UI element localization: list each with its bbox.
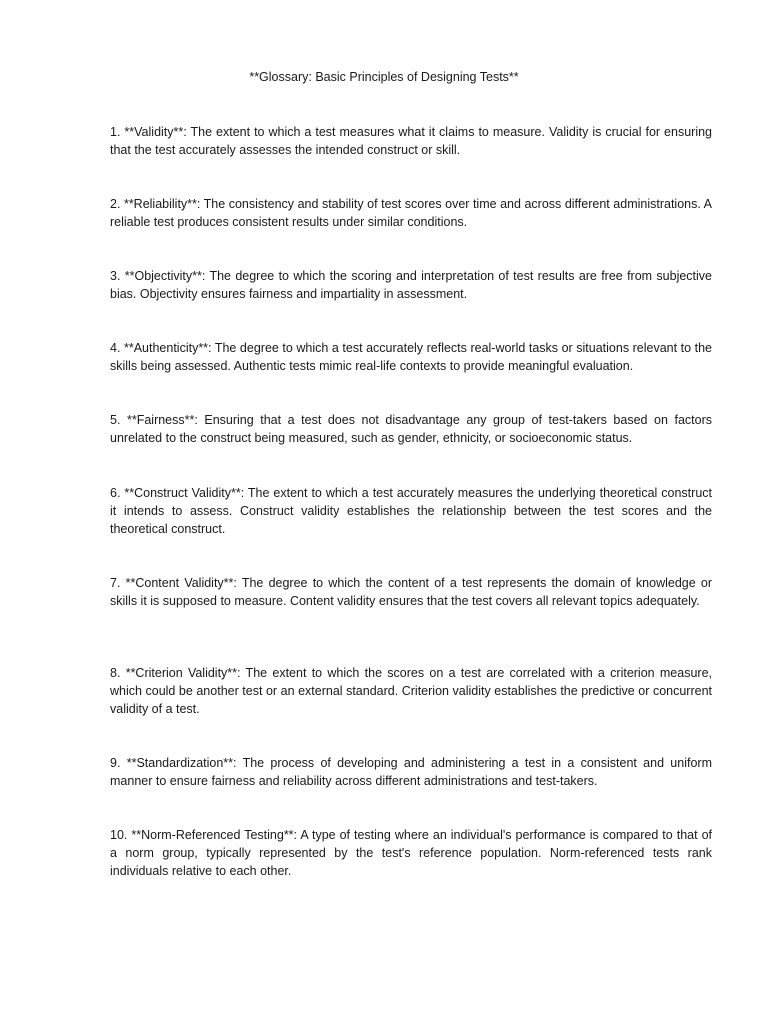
glossary-entry-content-validity: 7. **Content Validity**: The degree to which the content of a test represents the domain of knowledge or skills it is supposed to measure. Content validity ensures that the test covers all relevant topics adequately. — [110, 576, 712, 608]
glossary-entry-objectivity: 3. **Objectivity**: The degree to which the scoring and interpretation of test results are free from subjective bias. Objectivity ensures fairness and impartiality in assessment. — [110, 269, 712, 301]
glossary-entry-norm-referenced-testing: 10. **Norm-Referenced Testing**: A type of testing where an individual's performance is compared to that of a norm group, typically represented by the test's reference population. Norm-referenced tests rank individuals relative to each other. — [110, 828, 712, 878]
glossary-entry-validity: 1. **Validity**: The extent to which a test measures what it claims to measure. Validity is crucial for ensuring that the test accurately assesses the intended construct or skill. — [110, 125, 712, 157]
document-title: **Glossary: Basic Principles of Designing Tests** — [249, 70, 519, 84]
glossary-entry-fairness: 5. **Fairness**: Ensuring that a test does not disadvantage any group of test-takers based on factors unrelated to the construct being measured, such as gender, ethnicity, or socioeconomic status. — [110, 413, 712, 445]
glossary-entry-construct-validity: 6. **Construct Validity**: The extent to which a test accurately measures the underlying theoretical construct it intends to assess. Construct validity establishes the relationship between the test scores and the theoretical construct. — [110, 486, 712, 536]
glossary-entry-standardization: 9. **Standardization**: The process of developing and administering a test in a consistent and uniform manner to ensure fairness and reliability across different administrations and test-takers. — [110, 756, 712, 788]
glossary-entry-criterion-validity: 8. **Criterion Validity**: The extent to which the scores on a test are correlated with a criterion measure, which could be another test or an external standard. Criterion validity establishes the predictive or concurrent validity of a test. — [110, 666, 712, 716]
glossary-entry-authenticity: 4. **Authenticity**: The degree to which a test accurately reflects real-world tasks or situations relevant to the skills being assessed. Authentic tests mimic real-life contexts to provide meaningful evaluation. — [110, 341, 712, 373]
glossary-entry-reliability: 2. **Reliability**: The consistency and stability of test scores over time and across different administrations. A reliable test produces consistent results under similar conditions. — [110, 197, 712, 229]
